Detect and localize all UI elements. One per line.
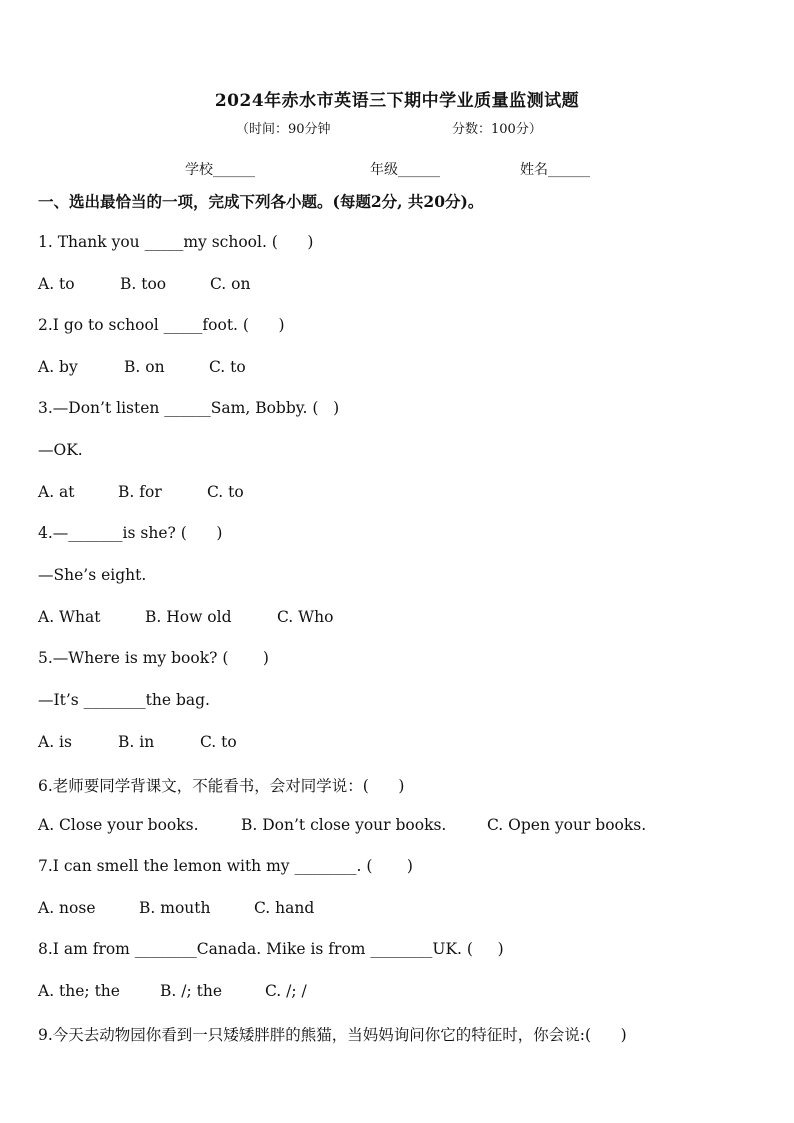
question-3-stem: 3.—Don’t listen ______Sam, Bobby. ( )	[38, 399, 340, 417]
question-9-stem: 9.今天去动物园你看到一只矮矮胖胖的熊猫，当妈妈询问你它的特征时，你会说:( )	[38, 1026, 627, 1044]
option-b: B. /; the	[160, 982, 222, 1000]
question-4-options	[38, 608, 333, 626]
question-5-reply: —It’s ________the bag.	[38, 691, 210, 709]
option-c: C. /; /	[265, 982, 307, 1000]
question-1-stem: 1. Thank you _____my school. ( )	[38, 233, 314, 251]
option-b: B. Don’t close your books.	[241, 816, 447, 834]
question-6-options	[38, 816, 646, 834]
question-7-options	[38, 899, 314, 917]
option-c: C. Open your books.	[487, 816, 647, 834]
question-5-stem: 5.—Where is my book? ( )	[38, 649, 269, 667]
question-4-stem: 4.—_______is she? ( )	[38, 524, 223, 542]
name-field: 姓名______	[520, 162, 590, 178]
option-a: A. nose	[38, 899, 96, 917]
option-b: B. in	[118, 733, 155, 751]
school-field: 学校______	[185, 162, 255, 178]
question-2-stem: 2.I go to school _____foot. ( )	[38, 316, 285, 334]
option-c: C. to	[209, 358, 246, 376]
option-a: A. at	[38, 483, 75, 501]
exam-score: 分数：100分）	[452, 122, 542, 137]
question-6-stem: 6.老师要同学背课文，不能看书，会对同学说：( )	[38, 777, 405, 795]
option-c: C. hand	[254, 899, 315, 917]
question-3-reply: —OK.	[38, 441, 83, 459]
option-a: A. is	[38, 733, 72, 751]
page-title: 2024年赤水市英语三下期中学业质量监测试题	[214, 91, 580, 111]
option-a: A. Close your books.	[38, 816, 199, 834]
option-c: C. to	[200, 733, 237, 751]
option-b: B. on	[124, 358, 165, 376]
option-c: C. to	[207, 483, 244, 501]
question-2-options	[38, 358, 246, 376]
question-4-reply: —She’s eight.	[38, 566, 147, 584]
option-c: C. on	[210, 275, 251, 293]
option-b: B. too	[120, 275, 167, 293]
option-a: A. by	[38, 358, 78, 376]
exam-time: （时间：90分钟	[236, 122, 331, 137]
question-7-stem: 7.I can smell the lemon with my ________. ( )	[38, 857, 413, 875]
question-8-stem: 8.I am from ________Canada. Mike is from ________UK. ( )	[38, 940, 504, 958]
option-b: B. mouth	[139, 899, 211, 917]
question-8-options	[38, 982, 307, 1000]
option-b: B. How old	[145, 608, 232, 626]
option-a: A. What	[38, 608, 101, 626]
option-c: C. Who	[277, 608, 334, 626]
option-a: A. the; the	[38, 982, 120, 1000]
question-5-options	[38, 733, 237, 751]
grade-field: 年级______	[370, 162, 440, 178]
question-3-options	[38, 483, 244, 501]
question-1-options	[38, 275, 250, 293]
section-title: 一、选出最恰当的一项，完成下列各小题。(每题2分, 共20分)。	[38, 192, 484, 211]
option-b: B. for	[118, 483, 162, 501]
option-a: A. to	[38, 275, 75, 293]
